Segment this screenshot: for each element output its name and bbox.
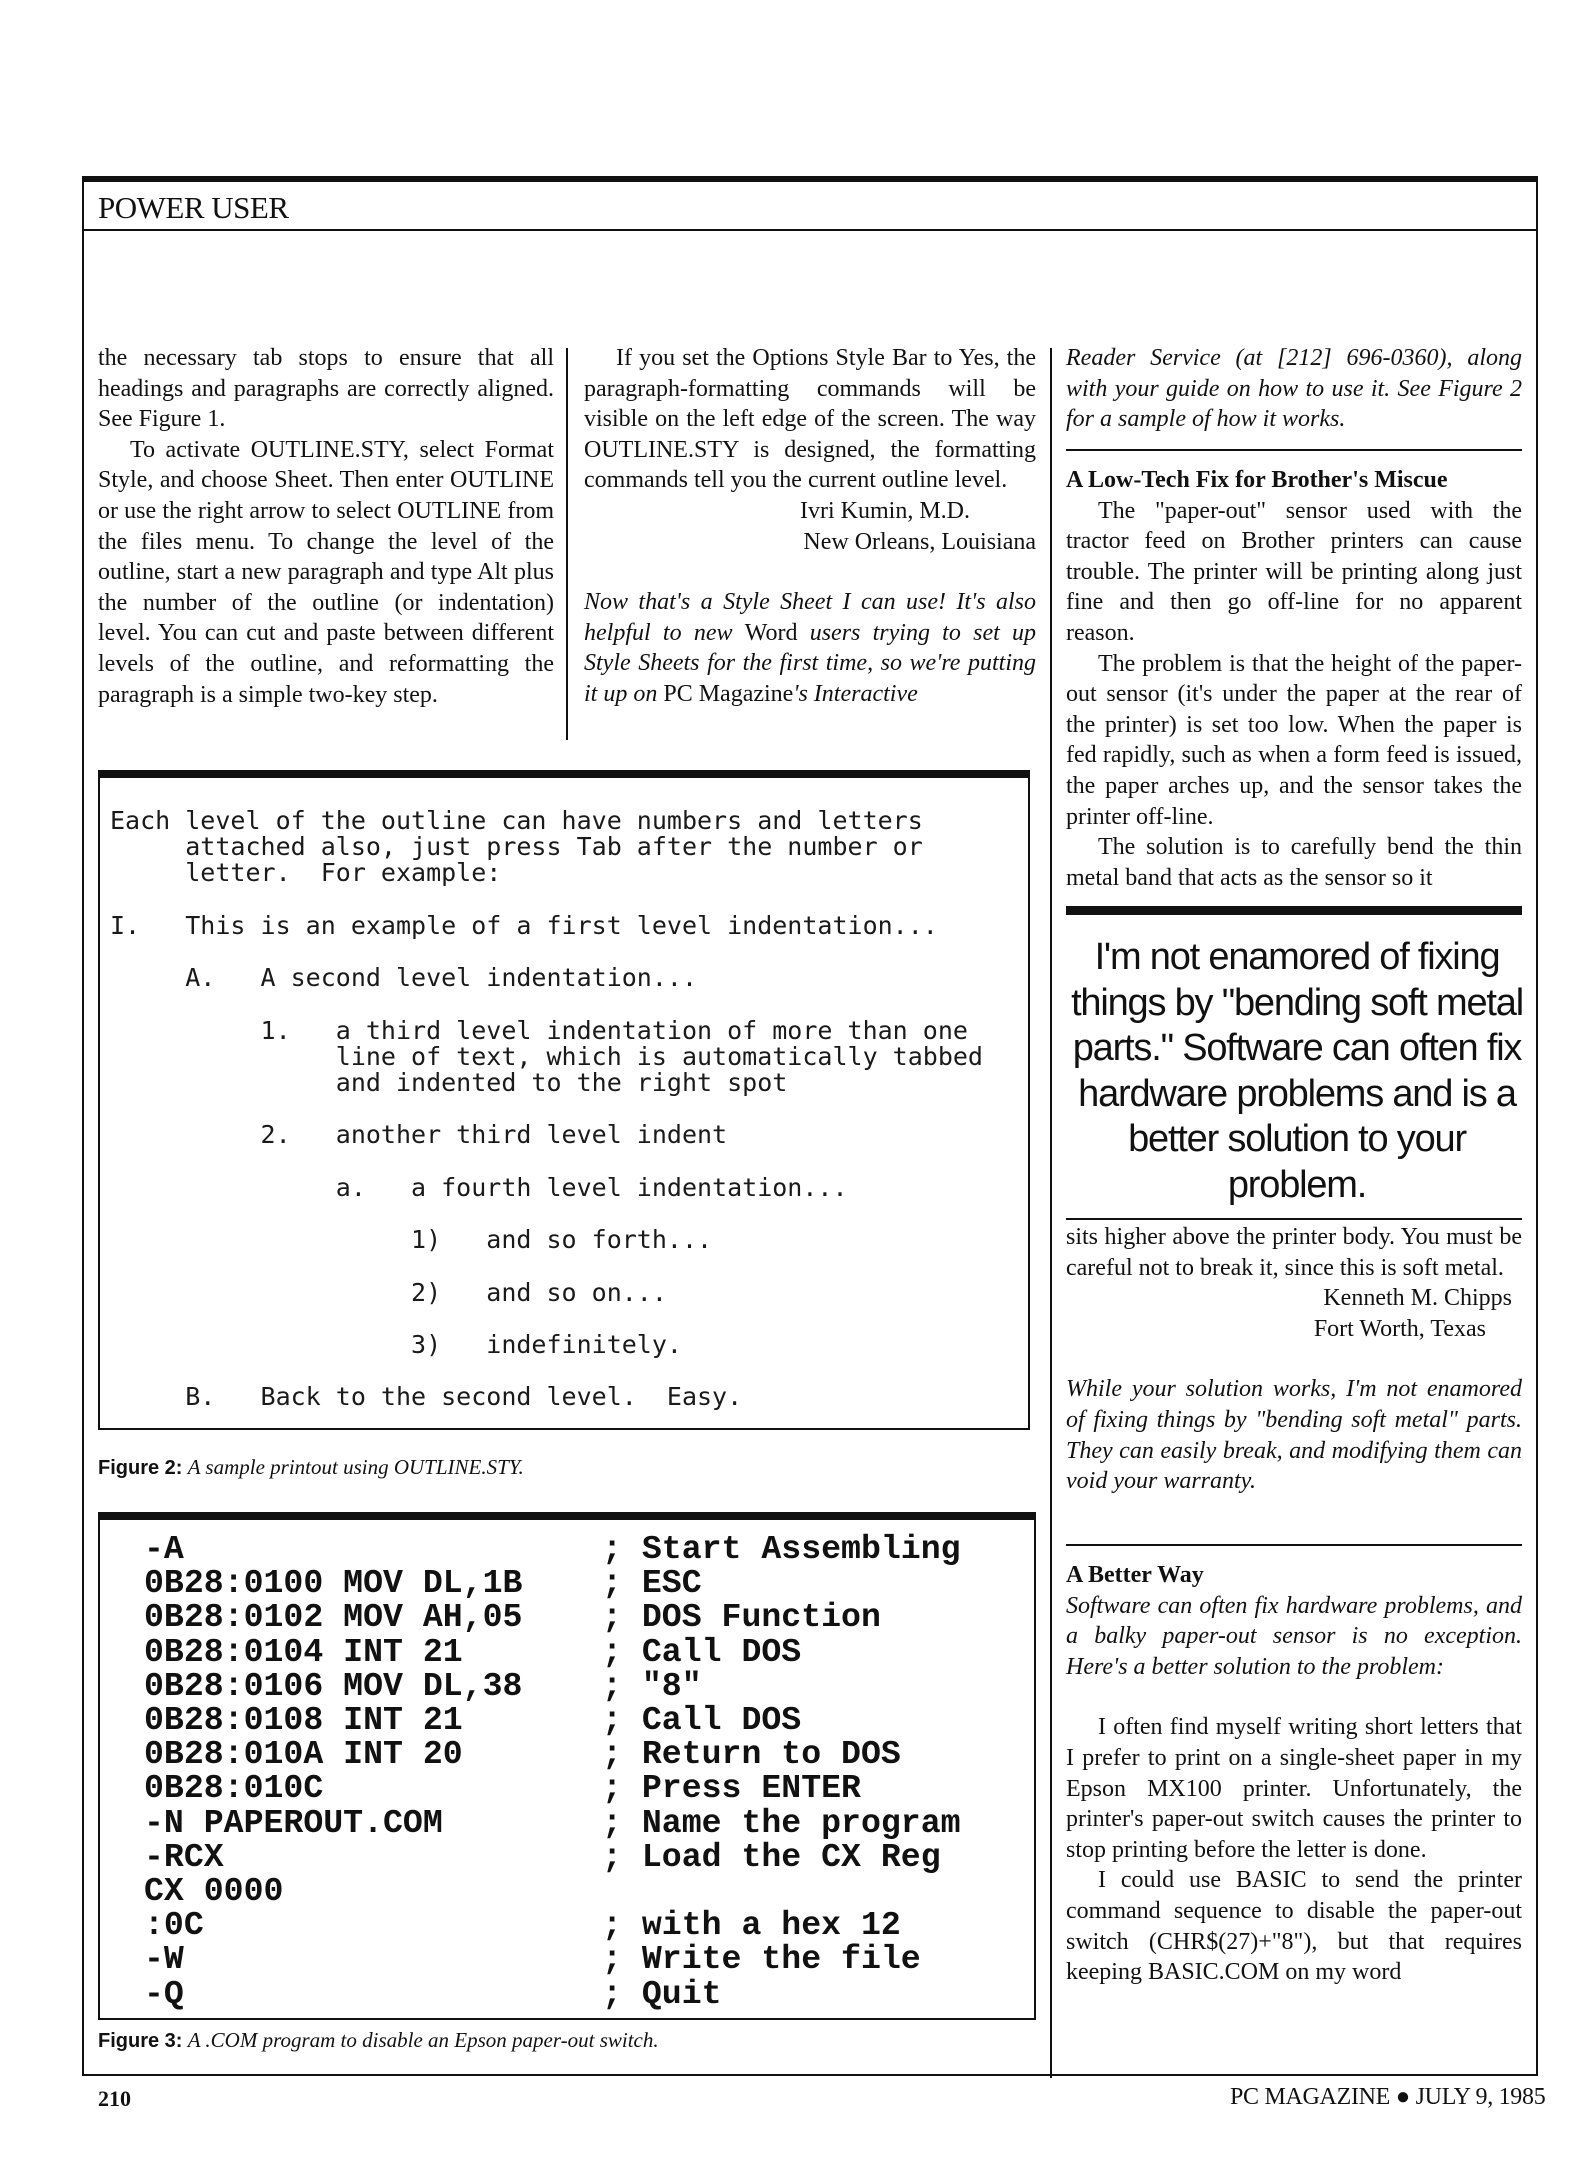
column-3-brother — [1066, 465, 1522, 893]
pull-quote: I'm not enamored of fixing things by "bending soft metal parts." Software can often fix hardware problems and is a better solution to your problem. — [1071, 936, 1523, 1206]
frame-left-rule — [82, 176, 84, 2076]
figure-2-caption: Figure 2: A sample printout using OUTLINE.STY. — [98, 1455, 524, 1479]
figure-3-box — [98, 1512, 1036, 2020]
column-3-top — [1066, 343, 1522, 435]
pullquote-top-rule — [1066, 906, 1522, 915]
col3-editor-intro: Software can often fix hardware problems, and a balky paper-out sensor is no exception. Here's a better solution to the problem: — [1066, 1592, 1522, 1680]
column-3-better-way — [1066, 1560, 1522, 1988]
figure-3-caption: Figure 3: A .COM program to disable an Epson paper-out switch. — [98, 2028, 659, 2052]
col2-paragraph-1: If you set the Options Style Bar to Yes, the paragraph-formatting commands will be visible on the left edge of the screen. The way OUTLINE.STY is designed, the formatting commands tell you the current outline level. — [584, 345, 1036, 494]
col3-rule-2 — [1066, 1544, 1522, 1546]
col3-editor-response: While your solution works, I'm not enamored of fixing things by "bending soft metal" parts. They can easily break, and modifying them can void your warranty. — [1066, 1376, 1522, 1495]
page-number: 210 — [98, 2086, 131, 2111]
frame-bottom-rule — [82, 2074, 1538, 2076]
column-divider-1 — [566, 348, 568, 740]
col3-signature-place: Fort Worth, Texas — [1313, 1315, 1486, 1342]
pullquote-bottom-rule — [1066, 1218, 1522, 1220]
col3-paragraph-6: I could use BASIC to send the printer command sequence to disable the paper-out switch (CHR$(27)+"8"), but that requires keeping BASIC.COM on my word — [1066, 1867, 1522, 1986]
col3-rule-1 — [1066, 449, 1522, 451]
column-divider-2 — [1050, 348, 1052, 2078]
col3-signature-name: Kenneth M. Chipps — [1323, 1285, 1512, 1312]
col1-paragraph-2: To activate OUTLINE.STY, select Format Style, and choose Sheet. Then enter OUTLINE or use the right arrow to select OUTLINE from the files menu. To change the level of the outline, start a new paragraph and type Alt plus the number of the outline (or indentation) level. You can cut and paste between different levels of the outline, and reformatting the paragraph is a simple two-key step. — [98, 436, 554, 708]
col2-signature-name: Ivri Kumin, M.D. — [800, 497, 970, 524]
magazine-footer: PC MAGAZINE ● JULY 9, 1985 — [1230, 2084, 1546, 2110]
column-2 — [584, 343, 1036, 710]
heading-brother-fix: A Low-Tech Fix for Brother's Miscue — [1066, 467, 1448, 493]
frame-right-rule — [1536, 176, 1538, 2076]
col3-paragraph-2: The problem is that the height of the paper-out sensor (it's under the paper at the rear of the printer) is set too low. When the paper is fed rapidly, such as when a form feed is issued, the paper arches up, and the sensor takes the printer off-line. — [1066, 650, 1522, 830]
header-underline — [82, 229, 1538, 231]
col3-paragraph-1: The "paper-out" sensor used with the tractor feed on Brother printers can cause trouble. The printer will be printing along just fine and then go off-line for no apparent reason. — [1066, 497, 1522, 646]
section-title: POWER USER — [98, 190, 289, 225]
column-1 — [98, 343, 554, 710]
col3-continuation: Reader Service (at [212] 696-0360), along with your guide on how to use it. See Figure 2 for a sample of how it works. — [1066, 345, 1522, 433]
figure-2-box — [98, 770, 1030, 1430]
col3-paragraph-3: The solution is to carefully bend the thin metal band that acts as the sensor so it — [1066, 834, 1522, 891]
col2-signature-place: New Orleans, Louisiana — [803, 528, 1036, 555]
header-rule — [82, 176, 1538, 182]
figure-3-listing: -A ; Start Assembling 0B28:0100 MOV DL,1B ; ESC 0B28:0102 MOV AH,05 ; DOS Function 0B28:0104 INT 21 ; Call DOS 0B28:0106 MOV DL,38 ; "8" 0B28:0108 INT 21 ; Call DOS 0B28:010A INT 20 ; Return to DOS 0B28:010C ; Press ENTER -N PAPEROUT.COM ; Name the program -RCX ; Load the CX Reg CX 0000 :0C ; with a hex 12 -W ; Write the file -Q ; Quit — [144, 1530, 961, 2013]
col1-paragraph-1: the necessary tab stops to ensure that all headings and paragraphs are correctly aligned. See Figure 1. — [98, 345, 554, 433]
col3-paragraph-5: I often find myself writing short letters that I prefer to print on a single-sheet paper in my Epson MX100 printer. Unfortunately, the printer's paper-out switch causes the printer to stop printing before the letter is done. — [1066, 1714, 1522, 1863]
heading-better-way: A Better Way — [1066, 1562, 1204, 1588]
column-3-middle — [1066, 1222, 1522, 1497]
col3-paragraph-4: sits higher above the printer body. You must be careful not to break it, since this is soft metal. — [1066, 1224, 1522, 1281]
figure-2-listing: Each level of the outline can have numbers and letters attached also, just press Tab after the number or letter. For example: I. This is an example of a first level indentation... A. A second level indentation... 1. a third level indentation of more than one line of text, which is automatically tabbed and indented to the right spot 2. another third level indent a. a fourth level indentation... 1) and so forth... 2) and so on... 3) indefinitely. B. Back to the second level. Easy. — [110, 806, 983, 1412]
col2-editor-response: Now that's a Style Sheet I can use! It's also helpful to new Word users trying to set up Style Sheets for the first time, so we're putting it up on PC Magazine's Interactive — [584, 589, 1037, 707]
